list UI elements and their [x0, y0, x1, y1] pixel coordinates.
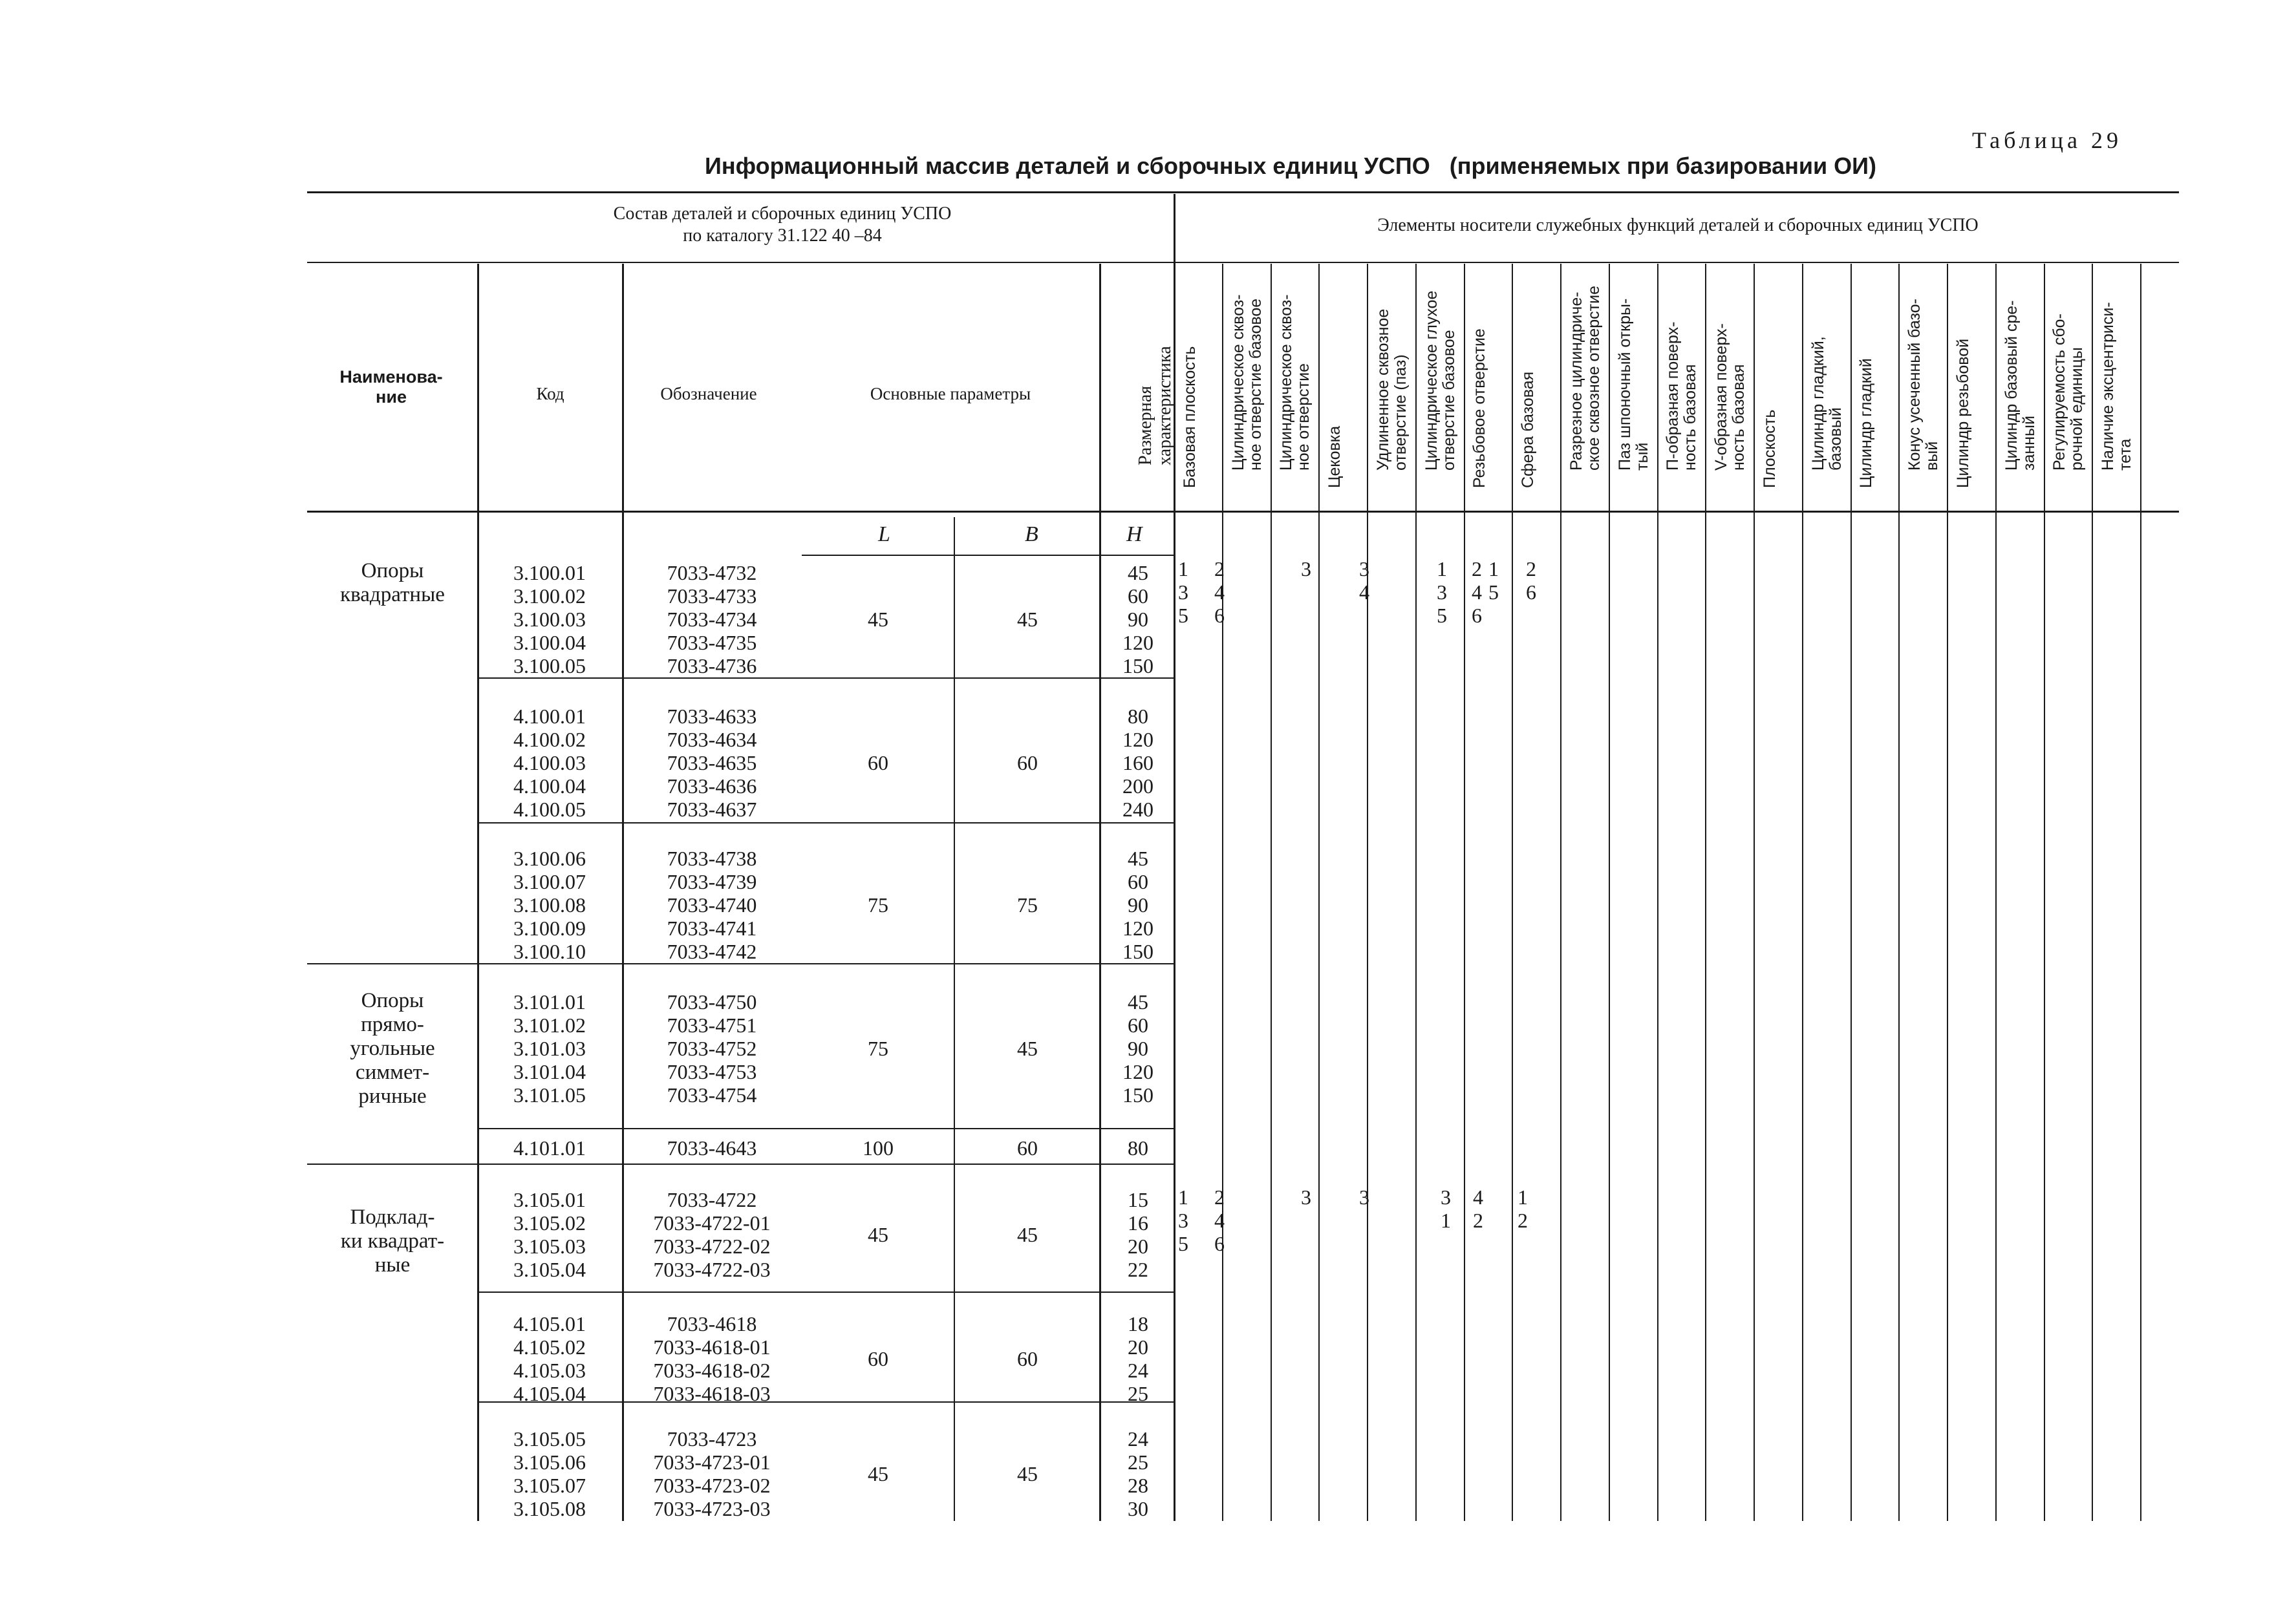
- element-col-header: П-образная поверх- ность базовая: [1664, 321, 1699, 471]
- element-col-header: Паз шпоночный откры- тый: [1615, 298, 1651, 471]
- element-col-header: Цилиндрическое сквоз- ное отверстие: [1277, 294, 1313, 471]
- param-H-cell: 80: [1128, 1136, 1148, 1160]
- mark-g2-c7: 1 2: [1518, 1185, 1528, 1232]
- mark-g1-c6a: 1 3 5: [1437, 557, 1447, 627]
- param-L-cell: 45: [868, 1462, 888, 1485]
- param-L-cell: 100: [863, 1136, 894, 1160]
- mark-g1-c6b: 2 4 6: [1472, 557, 1482, 627]
- designation-cell: 7033-4722 7033-4722-01 7033-4722-02 7033-4722-03: [653, 1188, 771, 1281]
- mark-g1-c4: 3 4: [1359, 557, 1369, 604]
- mark-g2-c3: 3: [1301, 1185, 1311, 1209]
- param-B-cell: 75: [1017, 893, 1038, 917]
- param-L-cell: 60: [868, 1347, 888, 1370]
- mark-g2-c6b: 4 2: [1473, 1185, 1483, 1232]
- mark-g2-c1a: 1 3 5: [1178, 1185, 1188, 1255]
- col-code-header: Код: [536, 384, 564, 403]
- param-H-cell: 45 60 90 120 150: [1122, 847, 1153, 963]
- param-H-label: H: [1126, 522, 1143, 546]
- element-col-header: Регулируемость сбо- рочной единицы: [2050, 314, 2086, 471]
- designation-cell: 7033-4732 7033-4733 7033-4734 7033-4735 7033-4736: [667, 561, 757, 677]
- param-H-cell: 15 16 20 22: [1128, 1188, 1148, 1281]
- param-B-cell: 45: [1017, 1223, 1038, 1246]
- element-col-header: Цилиндрическое глухое отверстие базовое: [1422, 290, 1458, 471]
- table-title: Информационный массив деталей и сборочных единиц УСПО (применяемых при базировании ОИ): [705, 153, 1877, 179]
- code-cell: 4.101.01: [513, 1136, 586, 1160]
- element-col-header: Цилиндр гладкий: [1857, 358, 1875, 488]
- mark-g1-c7a: 1 5: [1488, 557, 1499, 604]
- designation-cell: 7033-4633 7033-4634 7033-4635 7033-4636 7033-4637: [667, 705, 757, 821]
- param-B-cell: 45: [1017, 1037, 1038, 1060]
- param-H-cell: 80 120 160 200 240: [1122, 705, 1153, 821]
- element-col-header: Сфера базовая: [1518, 371, 1537, 488]
- mark-g2-c1b: 2 4 6: [1214, 1185, 1225, 1255]
- mark-g2-c4: 3: [1359, 1185, 1369, 1209]
- code-cell: 3.105.05 3.105.06 3.105.07 3.105.08: [513, 1427, 586, 1520]
- mark-g1-c7b: 2 6: [1526, 557, 1536, 604]
- designation-cell: 7033-4750 7033-4751 7033-4752 7033-4753 7033-4754: [667, 990, 757, 1107]
- element-col-header: Цилиндр гладкий, базовый: [1808, 336, 1845, 471]
- element-col-header: Удлиненное сквозное отверстие (паз): [1373, 308, 1410, 471]
- left-group-line1: Состав деталей и сборочных единиц УСПО: [613, 204, 952, 224]
- left-group-line2: по каталогу 31.122 40 –84: [683, 226, 882, 246]
- mark-g1-c3: 3: [1301, 557, 1311, 580]
- element-col-header: Базовая плоскость: [1180, 346, 1199, 488]
- designation-cell: 7033-4643: [667, 1136, 757, 1160]
- col-params-header: Основные параметры: [870, 384, 1031, 403]
- table-number-label: Таблица 29: [1972, 127, 2122, 153]
- param-H-cell: 24 25 28 30: [1128, 1427, 1148, 1520]
- param-H-cell: 45 60 90 120 150: [1122, 990, 1153, 1107]
- param-B-label: B: [1025, 522, 1038, 546]
- element-col-header: Цилиндрическое сквоз- ное отверстие базовое: [1228, 294, 1265, 471]
- element-col-divider: [2140, 264, 2141, 1521]
- param-B-cell: 45: [1017, 1462, 1038, 1485]
- mark-g2-c6a: 3 1: [1441, 1185, 1451, 1232]
- code-cell: 3.100.06 3.100.07 3.100.08 3.100.09 3.100.10: [513, 847, 586, 963]
- param-B-cell: 60: [1017, 1136, 1038, 1160]
- param-L-cell: 45: [868, 608, 888, 631]
- code-cell: 3.100.01 3.100.02 3.100.03 3.100.04 3.100.05: [513, 561, 586, 677]
- element-col-header: Цековка: [1325, 425, 1344, 488]
- param-L-cell: 75: [868, 893, 888, 917]
- element-col-header: Наличие эксцентриси- тета: [2098, 302, 2134, 471]
- designation-cell: 7033-4723 7033-4723-01 7033-4723-02 7033-4723-03: [653, 1427, 771, 1520]
- param-L-label: L: [878, 522, 890, 546]
- element-col-header: Цилиндр базовый сре- занный: [2002, 300, 2038, 471]
- element-col-header: Плоскость: [1760, 409, 1779, 488]
- code-cell: 4.100.01 4.100.02 4.100.03 4.100.04 4.100.05: [513, 705, 586, 821]
- col-dim-header: Размерная характеристика: [1135, 346, 1175, 465]
- param-H-cell: 45 60 90 120 150: [1122, 561, 1153, 677]
- param-B-cell: 60: [1017, 1347, 1038, 1370]
- mark-g1-c1b: 2 4 6: [1214, 557, 1225, 627]
- group-name-rectangular-supports: Опоры прямо- угольные симмет- ричные: [350, 989, 435, 1108]
- left-group-header: [491, 203, 1073, 247]
- col-name-header: Наименова- ние: [339, 367, 443, 407]
- param-L-cell: 45: [868, 1223, 888, 1246]
- col-designation-header: Обозначение: [660, 384, 757, 403]
- element-col-header: Конус усеченный базо- вый: [1905, 299, 1941, 471]
- element-col-header: Цилиндр резьбовой: [1953, 338, 1972, 488]
- element-col-header: Резьбовое отверстие: [1470, 328, 1488, 488]
- code-cell: 4.105.01 4.105.02 4.105.03 4.105.04: [513, 1312, 586, 1405]
- param-B-cell: 60: [1017, 751, 1038, 774]
- element-col-header: V-образная поверх- ность базовая: [1711, 323, 1748, 471]
- param-B-cell: 45: [1017, 608, 1038, 631]
- code-cell: 3.105.01 3.105.02 3.105.03 3.105.04: [513, 1188, 586, 1281]
- group-name-square-pads: Подклад- ки квадрат- ные: [340, 1206, 445, 1277]
- element-col-header: Разрезное цилиндриче- ское сквозное отверстие: [1567, 286, 1603, 471]
- designation-cell: 7033-4738 7033-4739 7033-4740 7033-4741 7033-4742: [667, 847, 757, 963]
- param-L-cell: 75: [868, 1037, 888, 1060]
- mark-g1-c1a: 1 3 5: [1178, 557, 1188, 627]
- param-L-cell: 60: [868, 751, 888, 774]
- designation-cell: 7033-4618 7033-4618-01 7033-4618-02 7033-4618-03: [653, 1312, 771, 1405]
- group-name-square-supports: Опоры квадратные: [340, 559, 445, 606]
- code-cell: 3.101.01 3.101.02 3.101.03 3.101.04 3.101.05: [513, 990, 586, 1107]
- right-group-header: Элементы носители служебных функций деталей и сборочных единиц УСПО: [1377, 215, 1979, 235]
- param-H-cell: 18 20 24 25: [1128, 1312, 1148, 1405]
